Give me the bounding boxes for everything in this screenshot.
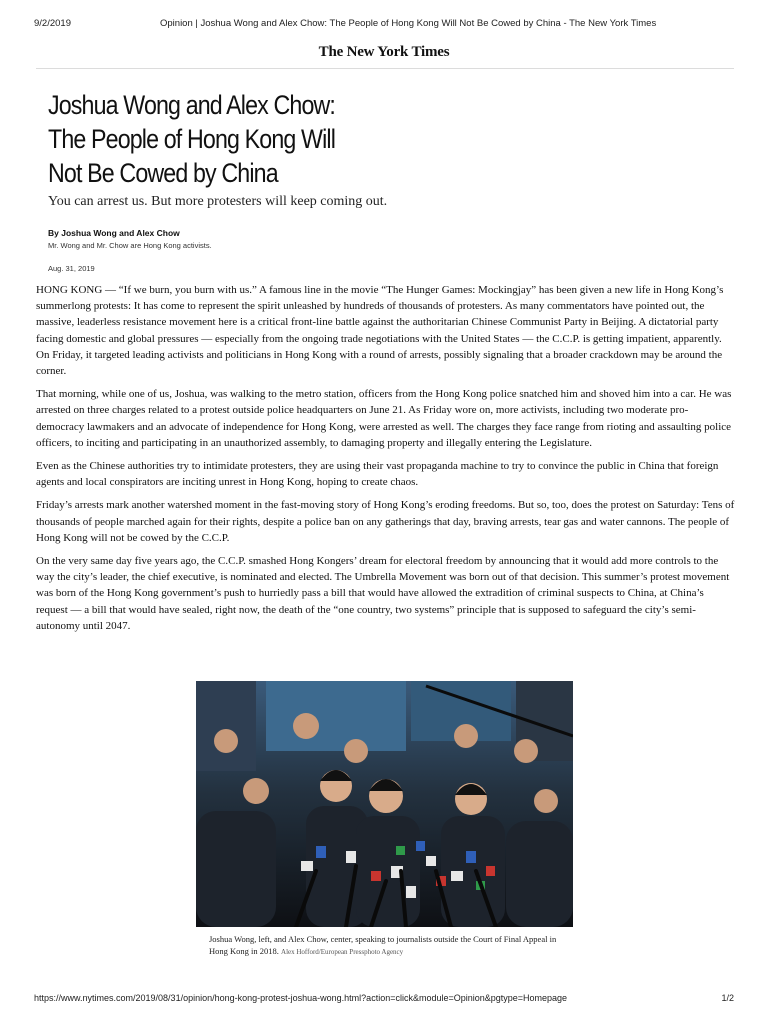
article-byline[interactable]: By Joshua Wong and Alex Chow (48, 228, 180, 238)
article-photo[interactable] (196, 681, 573, 927)
author-bio: Mr. Wong and Mr. Chow are Hong Kong activists. (48, 241, 212, 250)
article-deck: You can arrest us. But more protesters will keep coming out. (48, 194, 388, 209)
print-page-title: Opinion | Joshua Wong and Alex Chow: The People of Hong Kong Will Not Be Cowed by China - The New York Times (160, 18, 657, 29)
page-number: 1/2 (721, 993, 734, 1003)
nyt-logo[interactable]: The New York Times (318, 44, 450, 60)
caption-text: Joshua Wong, left, and Alex Chow, center, speaking to journalists outside the Court of Final Appeal in Hong Kong in 2018. (209, 934, 557, 956)
photo-credit: Alex Hofford/European Pressphoto Agency (281, 947, 404, 956)
publish-date: Aug. 31, 2019 (48, 264, 95, 273)
print-date: 9/2/2019 (34, 18, 71, 29)
press-scrum-photo (196, 681, 573, 927)
article-paragraph: HONG KONG — “If we burn, you burn with us.” A famous line in the movie “The Hunger Games: Mockingjay” has been given a new life in Hong Kong’s summerlong protests: It has come to represent the spirit unleashed by hundreds of thousands of protesters. As many commentators have pointed out, the massive, leaderless resistance movement here is a critical front-line battle against the authoritarian Chinese Communist Party in Beijing. A dictatorial party facing domestic and global pressures — especially from the ongoing trade negotiations with the United States — the C.C.P. is getting impatient, apparently. On Friday, it targeted leading activists and politicians in Hong Kong with a round of arrests, possibly signaling that a broader crackdown may be around the corner. (36, 284, 724, 378)
print-url: https://www.nytimes.com/2019/08/31/opinion/hong-kong-protest-joshua-wong.html?action=click&module=Opinion&pgtype=Homepage (34, 993, 568, 1003)
article-body (36, 282, 736, 641)
article-paragraph: Even as the Chinese authorities try to intimidate protesters, they are using their vast propaganda machine to try to convince the public in China that foreign agents and local conspirators are inciting unrest in Hong Kong, hoping to create chaos. (36, 460, 719, 489)
article-paragraph: Friday’s arrests mark another watershed moment in the fast-moving story of Hong Kong’s eroding freedoms. But so, too, does the protest on Saturday: Tens of thousands of people marched again for their rights, despite a police ban on any gatherings that day, braving arrests, tear gas and water cannons. The people of Hong Kong will not be cowed by the C.C.P. (36, 499, 735, 544)
photo-caption (209, 934, 559, 958)
header-divider (36, 68, 734, 69)
article-headline: Joshua Wong and Alex Chow: The People of Hong Kong Will Not Be Cowed by China (48, 90, 336, 188)
article-paragraph: That morning, while one of us, Joshua, was walking to the metro station, officers from the Hong Kong police snatched him and shoved him into a car. He was arrested on three charges related to a protest outside police headquarters on June 21. As Friday wore on, more activists, including two moderate pro-democracy lawmakers and an advocate of independence for Hong Kong, were arrested as well. The charges they face range from rioting and assaulting police officers, to inciting and participating in an unauthorized assembly, to damaging property and illegally entering the Legislature. (36, 388, 732, 449)
article-paragraph: On the very same day five years ago, the C.C.P. smashed Hong Kongers’ dream for electoral freedom by announcing that it would add more controls to the way the city’s leader, the chief executive, is nominated and elected. The Umbrella Movement was born out of that decision. This summer’s protest movement was born of the Hong Kong government’s push to hurriedly pass a bill that would have allowed the extradition of criminal suspects to China, at China’s request — a bill that would have sealed, right now, the death of the “one country, two systems” principle that is supposed to safeguard the city’s semi-autonomy until 2047. (36, 555, 730, 632)
